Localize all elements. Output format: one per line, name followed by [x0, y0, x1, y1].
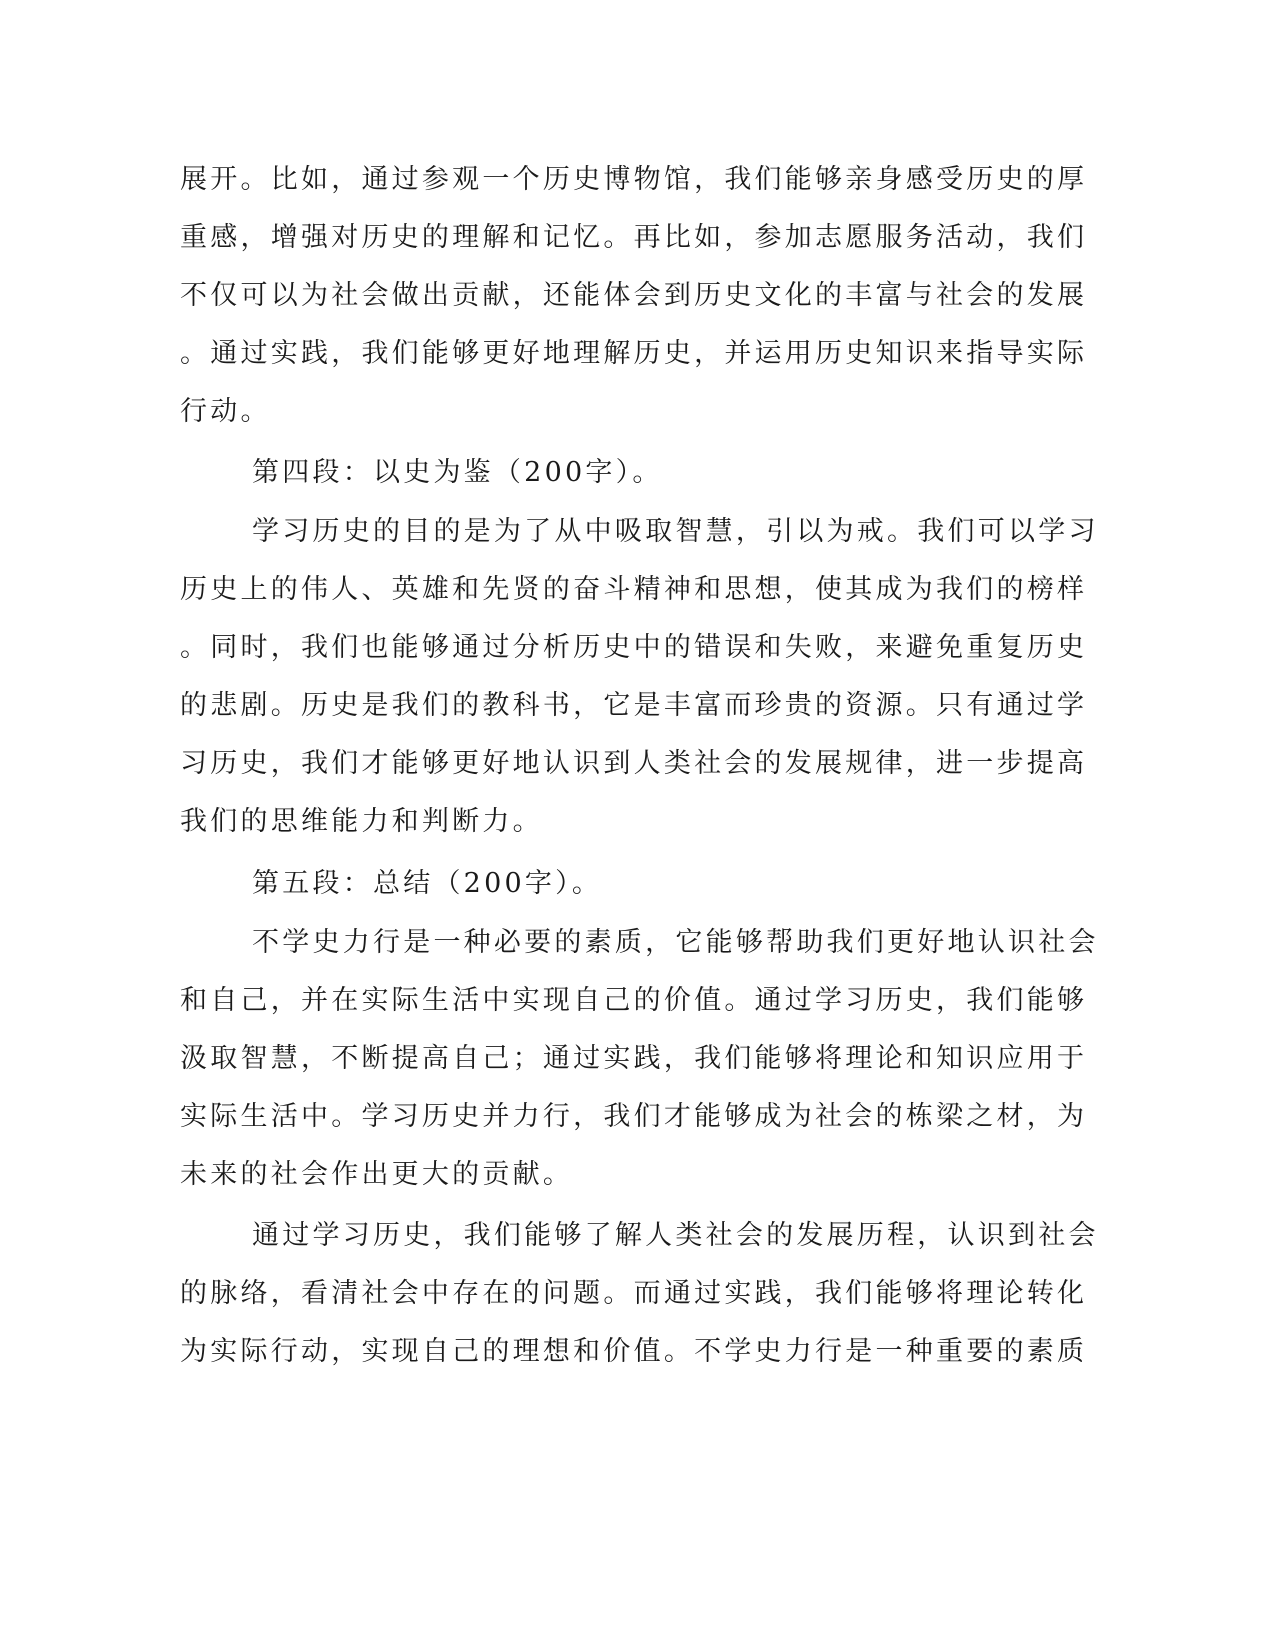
section-heading: 第五段：总结（200字）。 [252, 868, 603, 899]
text-line: 。同时，我们也能够通过分析历史中的错误和失败，来避免重复历史 [180, 632, 1088, 663]
text-line: 未来的社会作出更大的贡献。 [180, 1159, 574, 1190]
text-line: 通过学习历史，我们能够了解人类社会的发展历程，认识到社会 [252, 1220, 1099, 1251]
text-line: 实际生活中。学习历史并力行，我们才能够成为社会的栋梁之材，为 [180, 1101, 1088, 1132]
text-line: 汲取智慧，不断提高自己；通过实践，我们能够将理论和知识应用于 [180, 1043, 1088, 1074]
text-line: 重感，增强对历史的理解和记忆。再比如，参加志愿服务活动，我们 [180, 222, 1088, 253]
text-line: 展开。比如，通过参观一个历史博物馆，我们能够亲身感受历史的厚 [180, 164, 1088, 195]
text-line: 不学史力行是一种必要的素质，它能够帮助我们更好地认识社会 [252, 927, 1099, 958]
text-line: 历史上的伟人、英雄和先贤的奋斗精神和思想，使其成为我们的榜样 [180, 574, 1088, 605]
text-line: 习历史，我们才能够更好地认识到人类社会的发展规律，进一步提高 [180, 748, 1088, 779]
text-line: 行动。 [180, 396, 271, 427]
text-line: 为实际行动，实现自己的理想和价值。不学史力行是一种重要的素质 [180, 1336, 1088, 1367]
section-heading: 第四段：以史为鉴（200字）。 [252, 457, 663, 488]
text-line: 。通过实践，我们能够更好地理解历史，并运用历史知识来指导实际 [180, 338, 1088, 369]
text-line: 的悲剧。历史是我们的教科书，它是丰富而珍贵的资源。只有通过学 [180, 690, 1088, 721]
text-line: 我们的思维能力和判断力。 [180, 806, 543, 837]
text-line: 和自己，并在实际生活中实现自己的价值。通过学习历史，我们能够 [180, 985, 1088, 1016]
text-line: 不仅可以为社会做出贡献，还能体会到历史文化的丰富与社会的发展 [180, 280, 1088, 311]
text-line: 学习历史的目的是为了从中吸取智慧，引以为戒。我们可以学习 [252, 516, 1099, 547]
text-line: 的脉络，看清社会中存在的问题。而通过实践，我们能够将理论转化 [180, 1278, 1088, 1309]
